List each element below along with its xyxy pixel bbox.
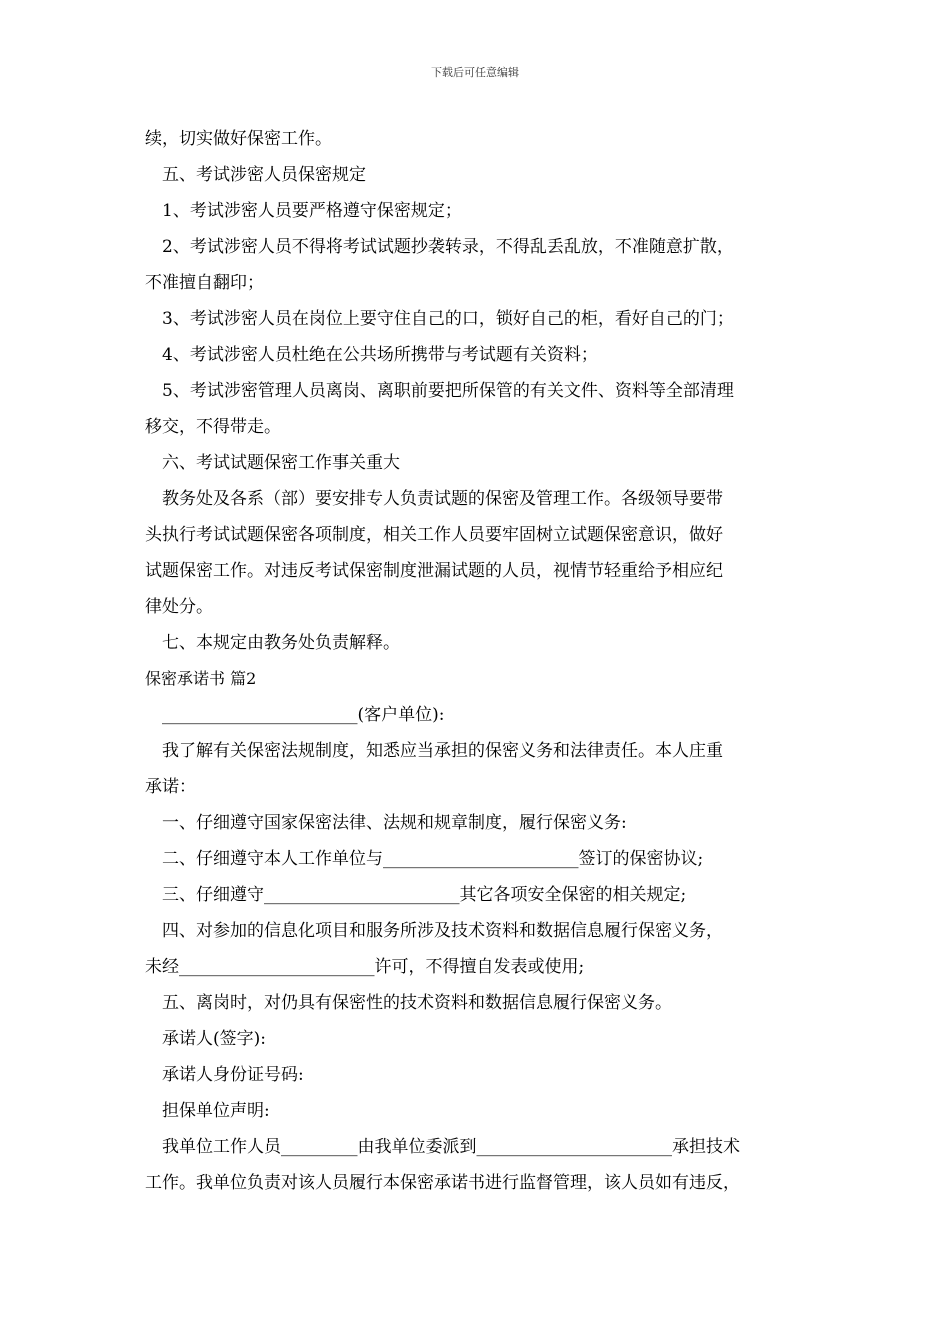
paragraph-line: 我了解有关保密法规制度，知悉应当承担的保密义务和法律责任。本人庄重: [162, 741, 723, 761]
paragraph-line: 五、考试涉密人员保密规定: [162, 165, 366, 185]
paragraph-line: 我单位工作人员_________由我单位委派到_______________________承担技术: [162, 1137, 740, 1157]
paragraph-line: 头执行考试试题保密各项制度，相关工作人员要牢固树立试题保密意识，做好: [145, 525, 723, 545]
paragraph-line: 担保单位声明:: [162, 1101, 270, 1121]
paragraph-line: 工作。我单位负责对该人员履行本保密承诺书进行监督管理，该人员如有违反，: [145, 1173, 740, 1193]
pledge-section: [145, 697, 807, 1201]
paragraph-line: 4、考试涉密人员杜绝在公共场所携带与考试题有关资料；: [162, 345, 598, 365]
section-title: 保密承诺书 篇2: [145, 669, 257, 688]
paragraph-line: 七、本规定由教务处负责解释。: [162, 633, 400, 653]
paragraph-line: 承诺人身份证号码:: [162, 1065, 304, 1085]
paragraph-line: _______________________(客户单位):: [162, 705, 445, 725]
paragraph-line: 六、考试试题保密工作事关重大: [162, 453, 400, 473]
paragraph-line: 五、离岗时，对仍具有保密性的技术资料和数据信息履行保密义务。: [162, 993, 672, 1013]
paragraph-line: 三、仔细遵守_______________________其它各项安全保密的相关规定;: [162, 885, 687, 905]
paragraph-line: 1、考试涉密人员要严格遵守保密规定；: [162, 201, 462, 221]
page-header: 下载后可任意编辑: [431, 66, 519, 79]
paragraph-line: 承诺人(签字):: [162, 1029, 266, 1049]
paragraph-line: 四、对参加的信息化项目和服务所涉及技术资料和数据信息履行保密义务，: [162, 921, 723, 941]
paragraph-line: 5、考试涉密管理人员离岗、离职前要把所保管的有关文件、资料等全部清理: [162, 381, 734, 401]
paragraph-line: 教务处及各系（部）要安排专人负责试题的保密及管理工作。各级领导要带: [162, 489, 723, 509]
paragraph-line: 试题保密工作。对违反考试保密制度泄漏试题的人员，视情节轻重给予相应纪: [145, 561, 723, 581]
paragraph-line: 不准擅自翻印；: [145, 273, 264, 293]
document-body: [145, 121, 807, 1201]
paragraph-line: 律处分。: [145, 597, 213, 617]
paragraph-line: 2、考试涉密人员不得将考试试题抄袭转录，不得乱丢乱放，不准随意扩散，: [162, 237, 734, 257]
paragraph-line: 二、仔细遵守本人工作单位与_______________________签订的保密协议;: [162, 849, 704, 869]
paragraph-line: 一、仔细遵守国家保密法律、法规和规章制度，履行保密义务:: [162, 813, 627, 833]
paragraph-line: 续，切实做好保密工作。: [145, 129, 332, 149]
paragraph-line: 3、考试涉密人员在岗位上要守住自己的口，锁好自己的柜，看好自己的门；: [162, 309, 734, 329]
paragraph-line: 未经_______________________许可，不得擅自发表或使用;: [145, 957, 585, 977]
regulation-section: [145, 121, 807, 661]
paragraph-line: 移交，不得带走。: [145, 417, 281, 437]
paragraph-line: 承诺：: [145, 777, 196, 797]
